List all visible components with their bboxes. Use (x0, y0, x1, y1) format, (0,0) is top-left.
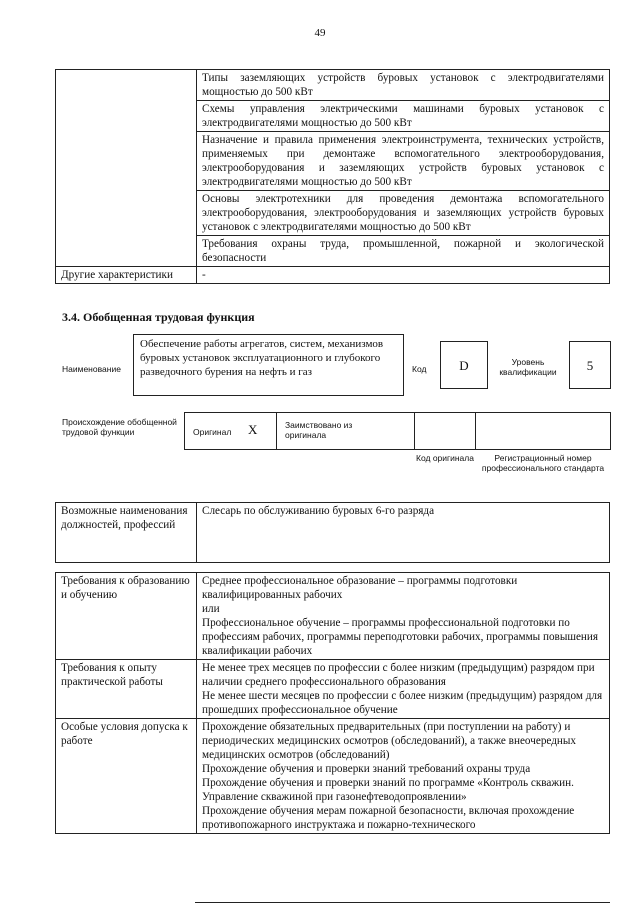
admission-label: Особые условия допуска к работе (56, 719, 197, 834)
original-mark: X (248, 422, 258, 437)
other-characteristics-value: - (197, 267, 610, 284)
education-line: Среднее профессиональное образование – программы подготовки квалифицированных рабочих (202, 575, 518, 601)
original-label: Оригинал (193, 427, 232, 437)
bottom-rule (195, 902, 610, 903)
table-row (56, 267, 610, 284)
row-label (56, 70, 197, 101)
knowledge-table (55, 69, 610, 284)
table-row (56, 573, 610, 660)
education-label: Требования к образованию и обучению (56, 573, 197, 660)
code-original-cell (414, 412, 476, 450)
table-row (56, 191, 610, 236)
section-title: 3.4. Обобщенная трудовая функция (62, 310, 255, 324)
table-row (56, 719, 610, 834)
table-row (56, 101, 610, 132)
row-text: Требования охраны труда, промышленной, пожарной и экологической безопасности (197, 236, 610, 267)
origin-label: Происхождение обобщенной трудовой функции (62, 417, 177, 437)
education-line: Профессиональное обучение – программы профессиональной подготовки по профессиям рабочих, программы переподготовки рабочих, программы повышения квалификации рабочих (202, 617, 599, 657)
admission-value (197, 719, 610, 834)
original-cell (184, 412, 277, 450)
table-row (56, 503, 610, 563)
positions-table (55, 502, 610, 563)
page-number: 49 (314, 27, 326, 39)
table-row (56, 70, 610, 101)
education-line: или (202, 603, 220, 615)
admission-line: Прохождение обучения и проверки знаний по программе «Контроль скважин. Управление скважиной при газонефтеводопроявлении» (202, 777, 574, 803)
experience-line: Не менее шести месяцев по профессии с более низким (предыдущим) разрядом для прошедших профессиональное обучение (202, 690, 603, 716)
row-text: Типы заземляющих устройств буровых установок с электродвигателями мощностью до 500 кВт (197, 70, 610, 101)
borrowed-label: Заимствовано из оригинала (285, 420, 353, 440)
row-text: Схемы управления электрическими машинами буровых установок с электродвигателями мощностью до 500 кВт (197, 101, 610, 132)
reg-number-cell (475, 412, 611, 450)
positions-value: Слесарь по обслуживанию буровых 6-го разряда (197, 503, 610, 563)
row-label (56, 191, 197, 236)
positions-label: Возможные наименования должностей, профессий (56, 503, 197, 563)
level-label: Уровень квалификации (499, 357, 557, 377)
row-label (56, 101, 197, 132)
table-row (56, 132, 610, 191)
experience-value (197, 660, 610, 719)
other-characteristics-label: Другие характеристики (56, 267, 197, 284)
row-text: Назначение и правила применения электроинструмента, технических устройств, применяемых при демонтаже вспомогательного электрооборудования, электрооборудования и заземляющих устройств буровых установок с электродвигателями мощностью до 500 кВт (197, 132, 610, 191)
admission-line: Прохождение обучения мерам пожарной безопасности, включая прохождение противопожарного инструктажа и пожарно-технического (202, 805, 575, 831)
borrowed-cell (276, 412, 415, 450)
education-value (197, 573, 610, 660)
admission-line: Прохождение обучения и проверки знаний требований охраны труда (202, 763, 531, 775)
experience-label: Требования к опыту практической работы (56, 660, 197, 719)
table-row (56, 660, 610, 719)
row-text: Основы электротехники для проведения демонтажа вспомогательного электрооборудования, электрооборудования и заземляющих устройств буровых установок с электродвигателями мощностью до 500 кВт (197, 191, 610, 236)
function-name-value: Обеспечение работы агрегатов, систем, механизмов буровых установок эксплуатационного и глубокого разведочного бурения на нефть и газ (133, 334, 404, 396)
experience-line: Не менее трех месяцев по профессии с более низким (предыдущим) разрядом при наличии среднего профессионального образования (202, 662, 595, 688)
code-original-caption: Код оригинала (416, 453, 474, 463)
level-value: 5 (569, 341, 611, 389)
name-label: Наименование (62, 364, 121, 374)
code-value: D (440, 341, 488, 389)
code-label: Код (412, 364, 427, 374)
requirements-table (55, 572, 610, 834)
row-label (56, 132, 197, 191)
admission-line: Прохождение обязательных предварительных (при поступлении на работу) и периодических медицинских осмотров (обследований), а также внеочередных медицинских осмотров (обследований) (202, 721, 577, 761)
reg-number-caption: Регистрационный номер профессионального стандарта (481, 453, 605, 473)
row-label (56, 236, 197, 267)
table-row (56, 236, 610, 267)
